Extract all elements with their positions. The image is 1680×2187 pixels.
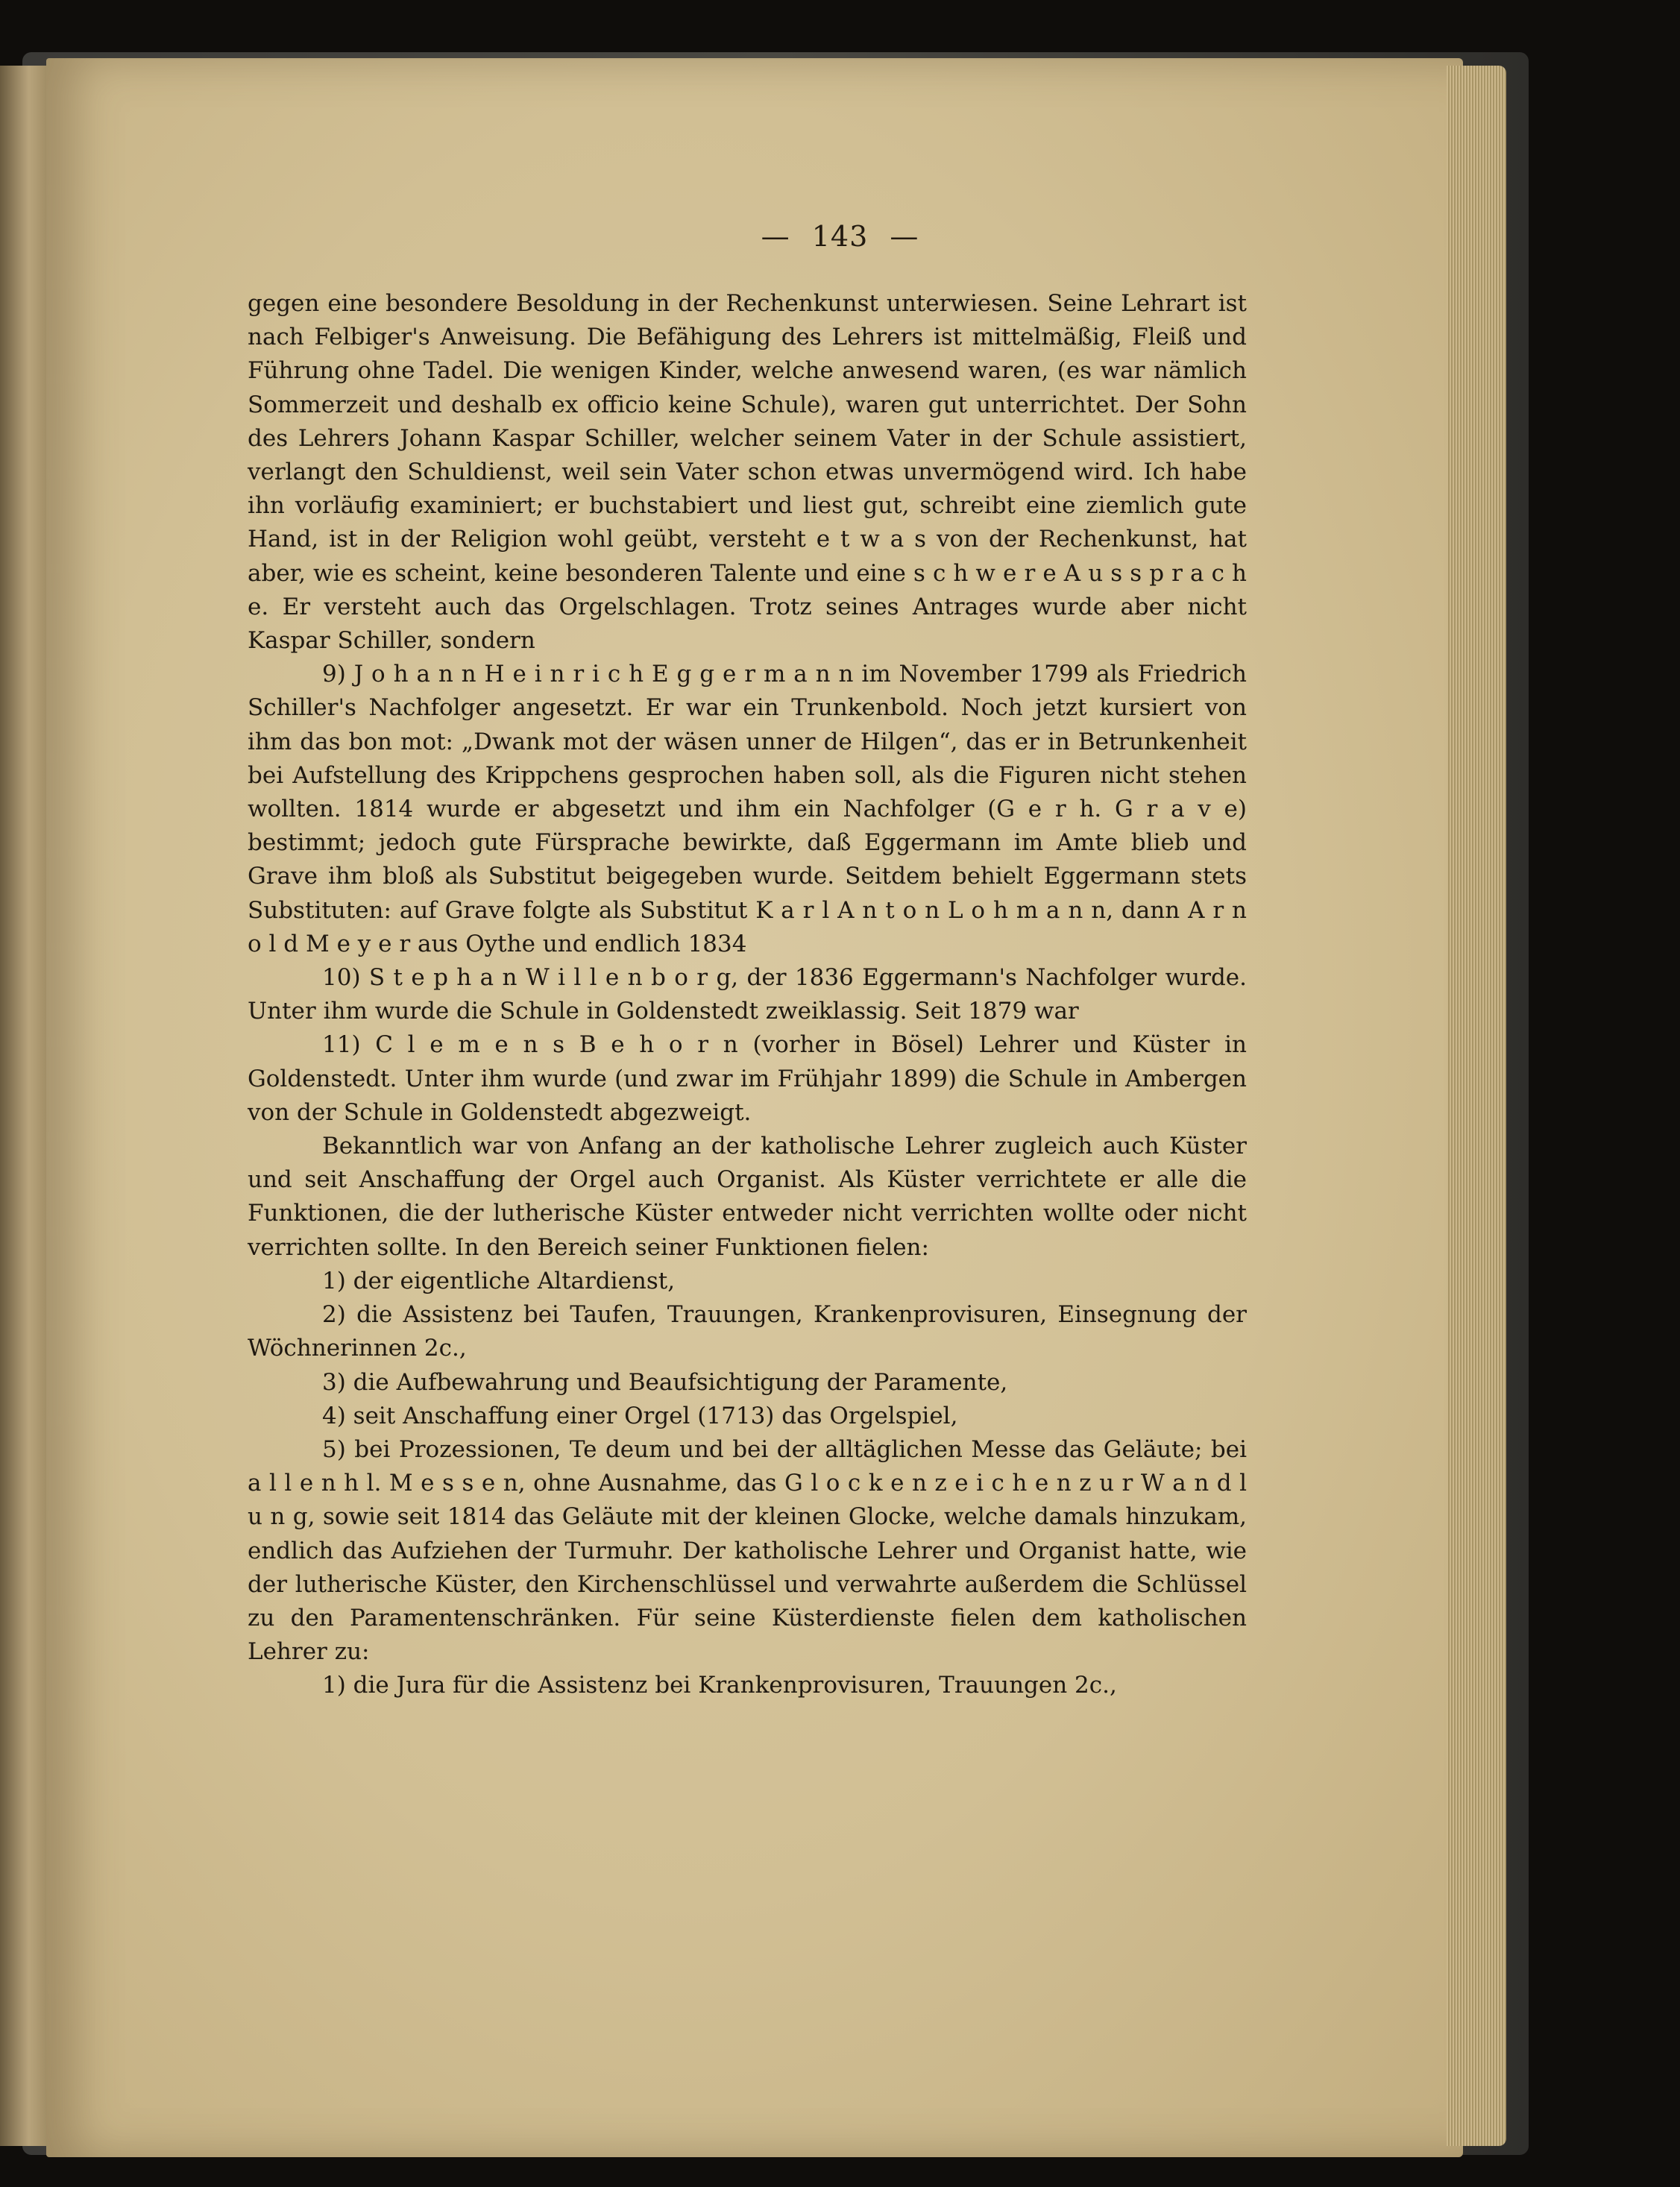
body-text	[248, 287, 1247, 1703]
paragraph-willenborg: 10) S t e p h a n W i l l e n b o r g, der 1836 Eggermann's Nachfolger wurde. Unter ihm wurde die Schule in Goldenstedt zweiklassig. Seit 1879 war	[248, 964, 1247, 1025]
paragraph-kuester: Bekanntlich war von Anfang an der katholische Lehrer zugleich auch Küster und seit Anschaffung der Orgel auch Organist. Als Küster verrichtete er alle die Funktionen, die der lutherische Küster entweder nicht verrichten wollte oder nicht verrichten sollte. In den Bereich seiner Funktionen fielen:	[248, 1133, 1247, 1261]
paragraph-eggermann: 9) J o h a n n H e i n r i c h E g g e r m a n n im November 1799 als Friedrich Schiller's Nachfolger angesetzt. Er war ein Trunkenbold. Noch jetzt kursiert von ihm das bon mot: „Dwank mot der wäsen unner de Hilgen“, das er in Betrunkenheit bei Aufstellung des Krippchens gesprochen haben soll, als die Figuren nicht stehen wollten. 1814 wurde er abgesetzt und ihm ein Nachfolger (G e r h. G r a v e) bestimmt; jedoch gute Fürsprache bewirkte, daß Eggermann im Amte blieb und Grave ihm bloß als Substitut beigegeben wurde. Seitdem behielt Eggermann stets Substituten: auf Grave folgte als Substitut K a r l A n t o n L o h m a n n, dann A r n o l d M e y e r aus Oythe und endlich 1834	[248, 661, 1247, 957]
paragraph-behorn: 11) C l e m e n s B e h o r n (vorher in Bösel) Lehrer und Küster in Goldenstedt. Unter ihm wurde (und zwar im Frühjahr 1899) die Schule in Ambergen von der Schule in Goldenstedt abgezweigt.	[248, 1031, 1247, 1126]
paragraph-continuation: gegen eine besondere Besoldung in der Rechenkunst unterwiesen. Seine Lehrart ist nach Felbiger's Anweisung. Die Befähigung des Lehrers ist mittelmäßig, Fleiß und Führung ohne Tadel. Die wenigen Kinder, welche anwesend waren, (es war nämlich Sommerzeit und deshalb ex officio keine Schule), waren gut unterrichtet. Der Sohn des Lehrers Johann Kaspar Schiller, welcher seinem Vater in der Schule assistiert, verlangt den Schuldienst, weil sein Vater schon etwas unvermögend wird. Ich habe ihn vorläufig examiniert; er buchstabiert und liest gut, schreibt eine ziemlich gute Hand, ist in der Religion wohl geübt, versteht e t w a s von der Rechenkunst, hat aber, wie es scheint, keine besonderen Talente und eine s c h w e r e A u s s p r a c h e. Er versteht auch das Orgelschlagen. Trotz seines Antrages wurde aber nicht Kaspar Schiller, sondern	[248, 290, 1247, 655]
list-item: 5) bei Prozessionen, Te deum und bei der alltäglichen Messe das Geläute; bei a l l e n h l. M e s s e n, ohne Ausnahme, das G l o c k e n z e i c h e n z u r W a n d l u n g, sowie seit 1814 das Geläute mit der kleinen Glocke, welche damals hinzukam, endlich das Aufziehen der Turmuhr. Der katholische Lehrer und Organist hatte, wie der lutherische Küster, den Kirchenschlüssel und verwahrte außerdem die Schlüssel zu den Paramentenschränken. Für seine Küsterdienste fielen dem katholischen Lehrer zu:	[248, 1435, 1247, 1666]
list-item: 1) die Jura für die Assistenz bei Krankenprovisuren, Trauungen 2c.,	[322, 1672, 1117, 1699]
page-header	[0, 220, 1680, 253]
list-item: 4) seit Anschaffung einer Orgel (1713) das Orgelspiel,	[322, 1402, 958, 1429]
list-item: 1) der eigentliche Altardienst,	[322, 1267, 676, 1294]
page-fore-edge	[1447, 66, 1506, 2146]
header-dash-right: —	[890, 220, 919, 253]
header-dash-left: —	[761, 220, 790, 253]
left-page-edge	[0, 66, 52, 2146]
list-item: 3) die Aufbewahrung und Beaufsichtigung der Paramente,	[322, 1368, 1008, 1396]
page-number: 143	[811, 220, 869, 253]
list-item: 2) die Assistenz bei Taufen, Trauungen, Krankenprovisuren, Einsegnung der Wöchnerinnen 2c.,	[248, 1301, 1247, 1362]
